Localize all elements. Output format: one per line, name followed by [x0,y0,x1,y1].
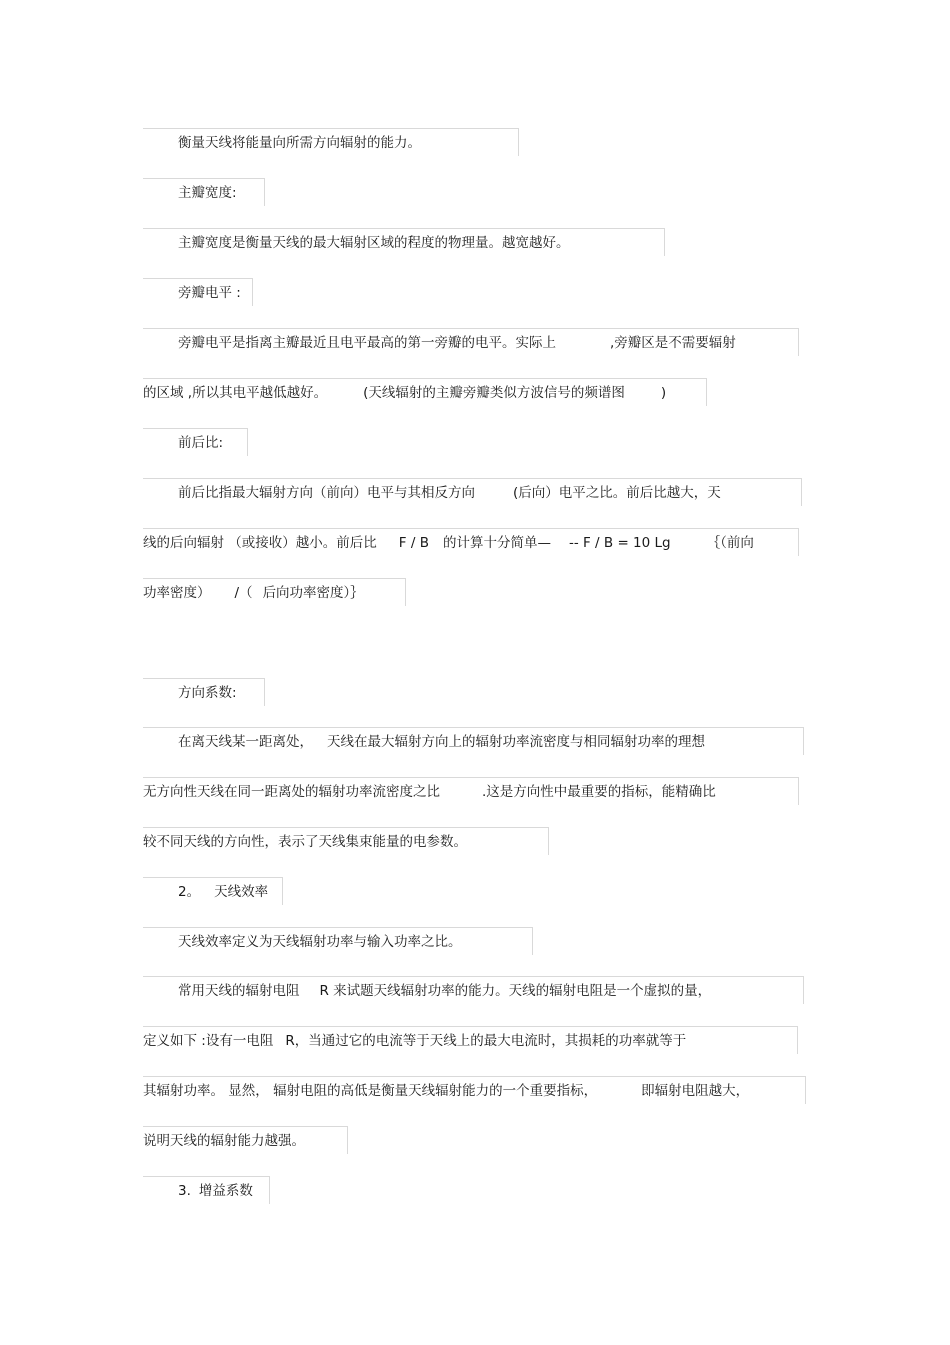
text-span: 天线在最大辐射方向上的辐射功率流密度与相同辐射功率的理想 [327,733,705,750]
text-span: 的区域 ,所以其电平越低越好。 [143,384,328,401]
section-heading-front-back-ratio [143,428,248,456]
text-line [143,1026,798,1054]
text-span: 后向功率密度）｝ [262,584,364,601]
section-heading-directivity [143,678,265,706]
text-span: ｛（前向 [706,534,754,551]
section-heading-main-lobe-width [143,178,265,206]
text-span: 定义如下 :设有一电阻 [143,1032,274,1049]
section-heading-antenna-efficiency [143,877,283,905]
text-line [143,1126,348,1154]
text-line [143,1076,806,1104]
text-span: -- F / B = 10 Lg [568,534,671,551]
text-span: 在离天线某一距离处， [178,733,313,750]
heading-text: 天线效率 [214,883,269,900]
text-span: R 来试题天线辐射功率的能力。天线的辐射电阻是一个虚拟的量， [319,982,712,999]
text-line [143,328,799,356]
text-span: /（ [234,584,253,601]
text-span: 主瓣宽度是衡量天线的最大辐射区域的程度的物理量。越宽越好。 [178,234,570,251]
heading-text: 前后比: [178,434,224,451]
heading-text: 旁瓣电平 : [178,284,241,301]
text-span: F / B [398,534,429,551]
text-span: 前后比指最大辐射方向（前向）电平与其相反方向 [178,484,475,501]
text-span: 天线效率定义为天线辐射功率与输入功率之比。 [178,933,462,950]
section-heading-side-lobe-level [143,278,253,306]
text-span: 衡量天线将能量向所需方向辐射的能力。 [178,134,421,151]
text-span: (后向）电平之比。前后比越大，天 [513,484,721,501]
text-span: ) [660,384,667,401]
heading-text: 主瓣宽度: [178,184,237,201]
text-line [143,128,519,156]
heading-text: 增益系数 [198,1182,253,1199]
text-span: 线的后向辐射 （或接收）越小。前后比 [143,534,377,551]
text-span: 的计算十分简单— [442,534,551,551]
text-span: 旁瓣电平是指离主瓣最近且电平最高的第一旁瓣的电平。实际上 [178,334,556,351]
text-span: .这是方向性中最重要的指标，能精确比 [482,783,716,800]
section-heading-gain-coefficient [143,1176,270,1204]
heading-number: 2。 [178,883,201,900]
text-span: 较不同天线的方向性，表示了天线集束能量的电参数。 [143,833,467,850]
text-line [143,727,804,755]
text-line [143,927,533,955]
text-line [143,578,406,606]
text-span: (天线辐射的主瓣旁瓣类似方波信号的频谱图 [363,384,625,401]
text-line [143,478,802,506]
text-line [143,827,549,855]
text-line [143,777,799,805]
heading-text: 方向系数: [178,684,237,701]
text-span: 无方向性天线在同一距离处的辐射功率流密度之比 [143,783,440,800]
text-span: R，当通过它的电流等于天线上的最大电流时，其损耗的功率就等于 [285,1032,687,1049]
text-line [143,976,804,1004]
text-span: 说明天线的辐射能力越强。 [143,1132,305,1149]
text-span: 其辐射功率。 显然， 辐射电阻的高低是衡量天线辐射能力的一个重要指标， [143,1082,598,1099]
text-line [143,528,799,556]
text-line [143,228,665,256]
heading-number: 3. [178,1182,191,1199]
text-span: ,旁瓣区是不需要辐射 [610,334,736,351]
text-span: 功率密度） [143,584,211,601]
text-span: 常用天线的辐射电阻 [178,982,300,999]
text-span: ， [735,1082,750,1099]
text-line [143,378,707,406]
text-span: 即辐射电阻越大 [641,1082,736,1099]
